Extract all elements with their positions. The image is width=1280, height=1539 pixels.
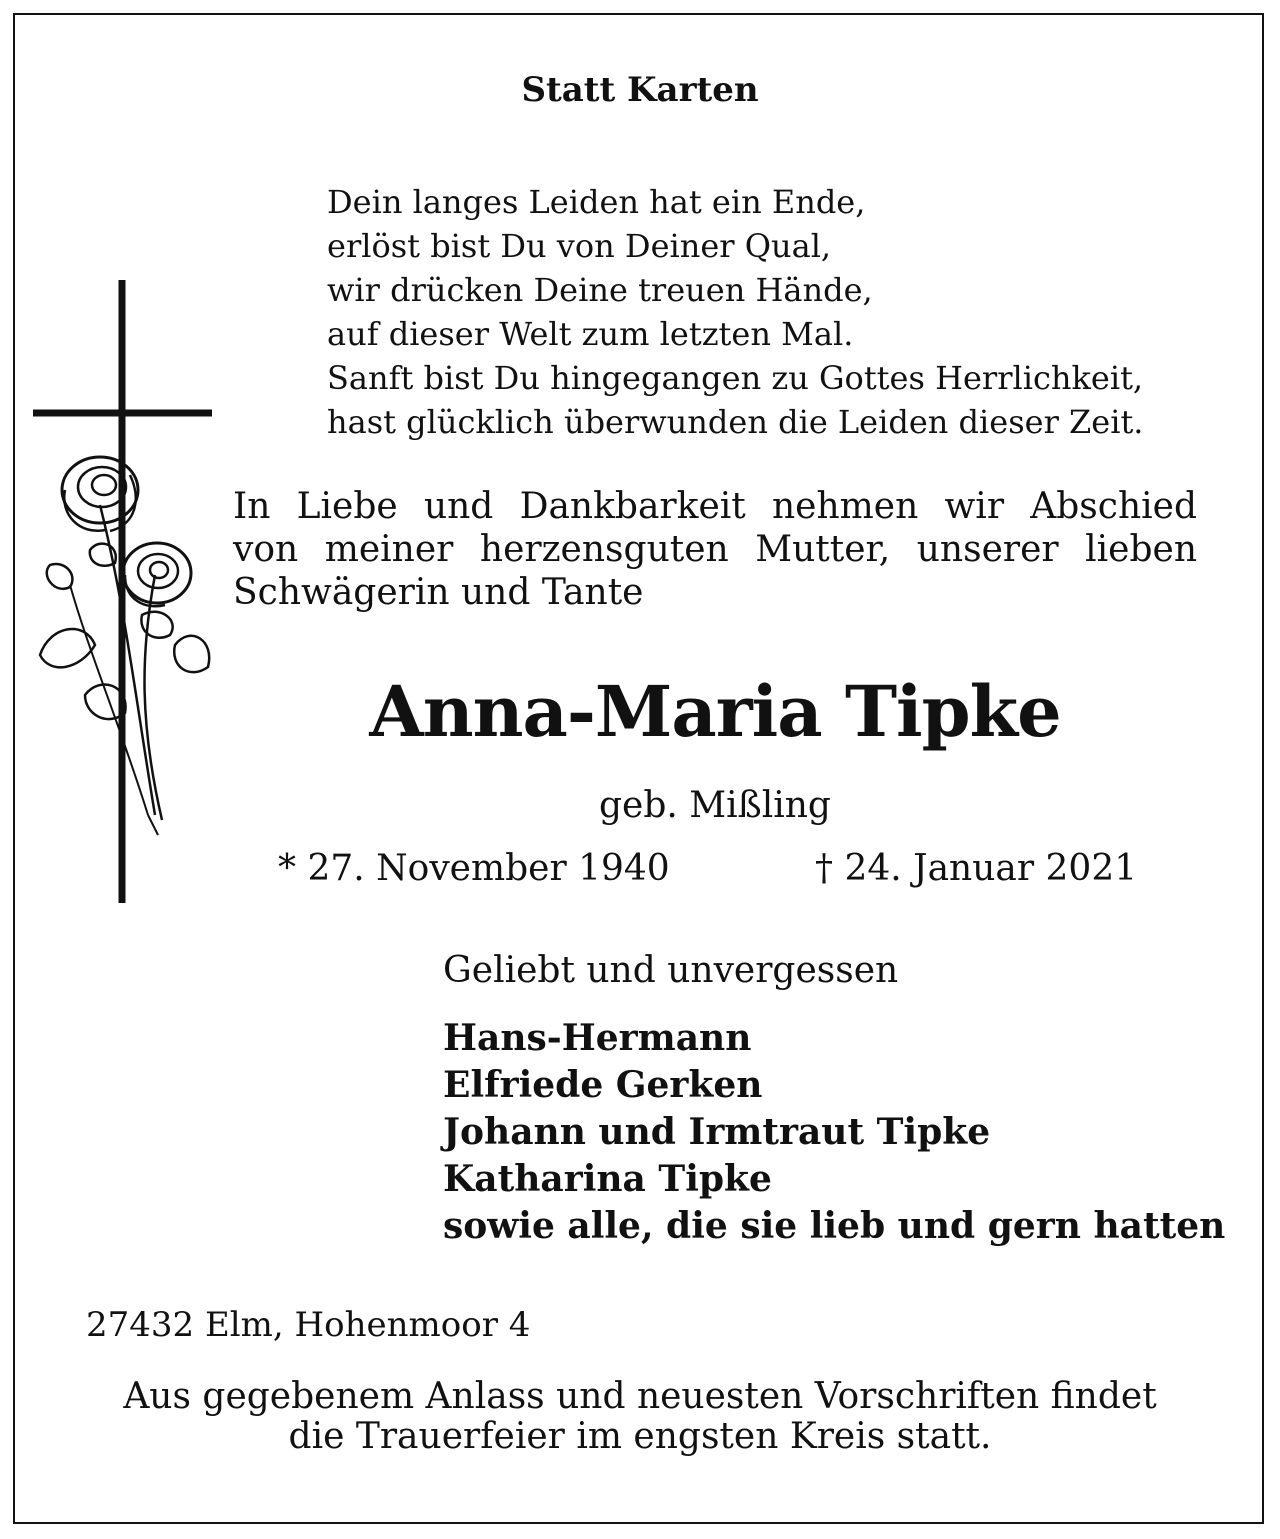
intro-line: Schwägerin und Tante (233, 572, 644, 613)
intro-line: von meiner herzensguten Mutter, unserer lieben (233, 529, 1197, 570)
poem-line: erlöst bist Du von Deiner Qual, (327, 227, 832, 265)
notice-line: Aus gegebenem Anlass und neuesten Vorschriften findet (123, 1376, 1157, 1417)
family-member: Elfriede Gerken (443, 1064, 763, 1106)
family-member: Hans-Hermann (443, 1017, 752, 1059)
poem-line: hast glücklich überwunden die Leiden dieser Zeit. (327, 403, 1144, 441)
intro-text (233, 485, 1197, 614)
address: 27432 Elm, Hohenmoor 4 (86, 1305, 531, 1345)
poem-line: Dein langes Leiden hat ein Ende, (327, 183, 866, 221)
poem-line: auf dieser Welt zum letzten Mal. (327, 315, 854, 353)
poem-line: wir drücken Deine treuen Hände, (327, 271, 873, 309)
birth-date: * 27. November 1940 (278, 848, 670, 889)
notice-line: die Trauerfeier im engsten Kreis statt. (288, 1416, 992, 1457)
family-member: Katharina Tipke (443, 1158, 772, 1200)
poem-line: Sanft bist Du hingegangen zu Gottes Herrlichkeit, (327, 359, 1144, 397)
family-list (443, 1015, 1225, 1250)
heading: Statt Karten (521, 70, 759, 110)
deceased-name: Anna-Maria Tipke (369, 670, 1061, 753)
death-date: † 24. Januar 2021 (815, 848, 1138, 889)
ceremony-notice (0, 1377, 1280, 1457)
family-member: sowie alle, die sie lieb und gern hatten (443, 1205, 1226, 1247)
family-intro: Geliebt und unvergessen (443, 950, 899, 991)
family-member: Johann und Irmtraut Tipke (443, 1111, 991, 1153)
intro-line: In Liebe und Dankbarkeit nehmen wir Abschied (233, 486, 1197, 527)
maiden-name: geb. Mißling (599, 785, 831, 826)
poem (327, 180, 1143, 444)
